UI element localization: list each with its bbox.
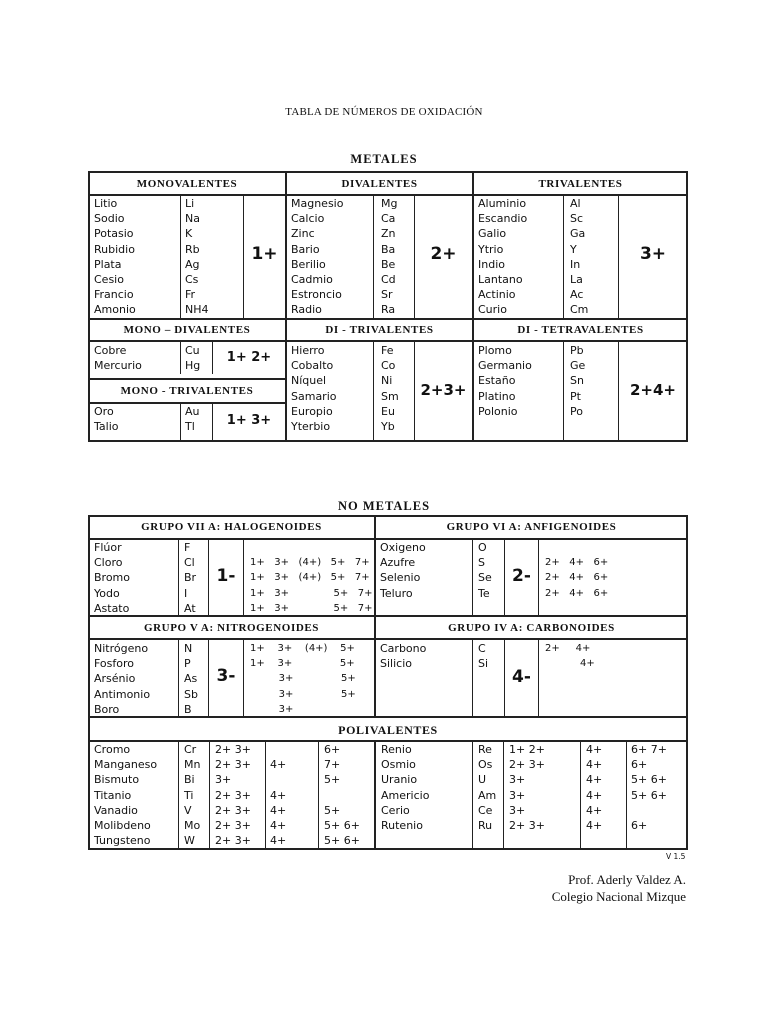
cell-text: Os xyxy=(478,758,493,772)
header-monovalentes: MONOVALENTES xyxy=(136,178,238,190)
cell-text: NH4 xyxy=(185,303,209,317)
cell-text: Am xyxy=(478,788,497,802)
cell-text: Ba xyxy=(381,242,396,256)
cell-text: 1+ 3+ 5+ 7+ xyxy=(250,602,373,614)
document-title: TABLA DE NÚMEROS DE OXIDACIÓN xyxy=(285,106,483,118)
cell-text: Rubidio xyxy=(94,242,135,256)
cell-text: Fe xyxy=(381,344,394,357)
cell-text: Estroncio xyxy=(291,288,342,302)
cell-text: 2+ 3+ xyxy=(509,758,545,772)
cell-text: Níquel xyxy=(291,374,327,388)
cell-text: Azufre xyxy=(380,556,416,570)
cell-text: B xyxy=(184,702,192,716)
cell-text: Selenio xyxy=(380,571,421,585)
cell-text: V xyxy=(184,803,192,817)
cell-text: Cd xyxy=(381,273,396,287)
cell-text: Talio xyxy=(94,420,119,434)
halogenoides-positive xyxy=(250,540,373,616)
cell-text xyxy=(324,788,360,803)
cell-text: Platino xyxy=(478,389,516,403)
cell-text: Silicio xyxy=(380,657,412,671)
cell-text: Au xyxy=(185,405,200,418)
cell-text: Tungsteno xyxy=(94,834,151,848)
cell-text: 2+ 4+ xyxy=(545,643,591,654)
cell-text: 3+ xyxy=(509,788,526,802)
cell-text: Astato xyxy=(94,601,130,615)
di-tetravalentes-symbols xyxy=(570,343,585,419)
cell-text: Escandio xyxy=(478,212,528,226)
cell-text: Sb xyxy=(184,687,198,701)
anfigenoides-names xyxy=(380,540,426,601)
header-divalentes: DIVALENTES xyxy=(341,178,418,190)
cell-text: Cr xyxy=(184,743,197,756)
version-label: V 1.5 xyxy=(666,852,686,861)
cell-text: Potasio xyxy=(94,227,134,241)
cell-text: Bi xyxy=(184,773,195,787)
cell-text: Be xyxy=(381,257,396,271)
cell-text: Berilio xyxy=(291,257,326,271)
cell-text: 4+ xyxy=(586,758,603,772)
cell-text: Lantano xyxy=(478,273,523,287)
cell-text: Yodo xyxy=(94,586,120,600)
cell-text: 6+ xyxy=(631,758,648,772)
cell-text: Flúor xyxy=(94,541,122,554)
cell-text: Francio xyxy=(94,288,134,302)
nitrogenoides-names xyxy=(94,641,150,717)
cell-text: Hg xyxy=(185,359,201,373)
cell-text: Bromo xyxy=(94,571,131,585)
cell-text: Rb xyxy=(185,242,200,256)
cell-text: Cloro xyxy=(94,556,123,570)
cell-text: Oxigeno xyxy=(380,541,426,554)
cell-text: Nitrógeno xyxy=(94,642,149,655)
divalentes-symbols xyxy=(381,196,397,318)
cell-text: Mn xyxy=(184,758,201,772)
cell-text: 4+ xyxy=(586,743,603,756)
cell-text: 2+ 3+ xyxy=(215,834,251,848)
ox-mono-trivalentes: 1+ 3+ xyxy=(226,413,272,428)
cell-text: Po xyxy=(570,404,583,418)
cell-text: Osmio xyxy=(381,758,416,772)
mono-trivalentes-names xyxy=(94,404,118,434)
neg-nitrogenoides: 3- xyxy=(216,666,236,686)
cell-text: 7+ xyxy=(324,758,341,772)
cell-text: Indio xyxy=(478,257,505,271)
header-nitrogenoides: GRUPO V A: NITROGENOIDES xyxy=(143,622,320,634)
cell-text: Sodio xyxy=(94,212,125,226)
carbonoides-names xyxy=(380,641,426,671)
cell-text: In xyxy=(570,257,581,271)
cell-text: N xyxy=(184,642,193,655)
anfigenoides-symbols xyxy=(478,540,492,601)
cell-text: Te xyxy=(478,586,490,600)
cell-text: 5+ 6+ xyxy=(631,773,667,787)
cell-text xyxy=(270,772,286,787)
cell-text: 2+ 3+ xyxy=(215,743,251,756)
neg-anfigenoides: 2- xyxy=(512,566,531,586)
cell-text: 4+ xyxy=(270,788,287,802)
cell-text: 2+ 4+ 6+ xyxy=(545,572,609,584)
di-trivalentes-symbols xyxy=(381,343,399,434)
cell-text: Galio xyxy=(478,227,507,241)
header-mono-trivalentes: MONO - TRIVALENTES xyxy=(120,385,254,397)
ox-monovalentes: 1+ xyxy=(251,244,278,264)
cell-text: 2+ 3+ xyxy=(509,819,545,833)
author-name: Prof. Aderly Valdez A. xyxy=(568,872,686,887)
cell-text: K xyxy=(185,227,193,241)
divalentes-names xyxy=(291,196,343,318)
cell-text: Renio xyxy=(381,743,412,756)
cell-text xyxy=(631,803,667,818)
cell-text: Y xyxy=(570,242,577,256)
cell-text: 4+ xyxy=(270,834,287,848)
cell-text: 4+ xyxy=(270,758,287,772)
cell-text: Antimonio xyxy=(94,687,151,701)
cell-text: Litio xyxy=(94,197,118,210)
cell-text: 3+ xyxy=(250,703,294,715)
cell-text: Zinc xyxy=(291,227,315,241)
cell-text: Ge xyxy=(570,359,586,373)
cell-text: Amonio xyxy=(94,303,136,317)
cell-text: Eu xyxy=(381,404,395,418)
cell-text: 4+ xyxy=(270,803,287,817)
cell-text: Sc xyxy=(570,212,584,226)
cell-text: Boro xyxy=(94,702,120,716)
header-mono-divalentes: MONO – DIVALENTES xyxy=(123,324,251,336)
cell-text: Cesio xyxy=(94,273,124,287)
polivalentes-right-names xyxy=(381,742,429,833)
cell-text: Manganeso xyxy=(94,758,158,772)
cell-text: 3+ xyxy=(509,773,526,787)
cell-text: Bismuto xyxy=(94,773,140,787)
cell-text: Ce xyxy=(478,803,493,817)
cell-text: Fosforo xyxy=(94,657,135,671)
cell-text: Ni xyxy=(381,374,393,388)
cell-text: P xyxy=(184,657,191,671)
cell-text: W xyxy=(184,834,195,848)
ox-trivalentes: 3+ xyxy=(639,244,667,264)
cell-text: Molibdeno xyxy=(94,819,151,833)
cell-text: Mo xyxy=(184,819,201,833)
cell-text: 4+ xyxy=(586,819,603,833)
cell-text: Re xyxy=(478,743,492,756)
cell-text xyxy=(250,540,373,555)
cell-text: Ti xyxy=(184,788,194,802)
cell-text: Americio xyxy=(381,788,430,802)
cell-text: 1+ 3+ 5+ 7+ xyxy=(250,587,373,599)
cell-text: 4+ xyxy=(586,773,603,787)
cell-text: 2+ 3+ xyxy=(215,819,251,833)
cell-text: Bario xyxy=(291,242,320,256)
cell-text: Plata xyxy=(94,257,122,271)
trivalentes-symbols xyxy=(570,196,588,318)
cell-text: U xyxy=(478,773,487,787)
cell-text: Cobre xyxy=(94,344,127,357)
cell-text: Aluminio xyxy=(478,197,527,210)
cell-text: 4+ xyxy=(586,803,603,817)
cell-text: 3+ xyxy=(215,773,232,787)
mono-trivalentes-symbols xyxy=(185,404,200,434)
cell-text: Magnesio xyxy=(291,197,344,210)
cell-text: S xyxy=(478,556,485,570)
cell-text: Yb xyxy=(381,420,395,434)
cell-text: Ag xyxy=(185,257,200,271)
cell-text: 2+ 3+ xyxy=(215,788,251,802)
cell-text: 1+ 3+ 5+ xyxy=(250,658,355,670)
cell-text: 1+ 3+ (4+) 5+ 7+ xyxy=(250,557,370,569)
cell-text: I xyxy=(184,586,188,600)
cell-text: Tl xyxy=(185,420,195,434)
cell-text: Fr xyxy=(185,288,196,302)
polivalentes-right-ox1 xyxy=(509,742,545,833)
cell-text: Rutenio xyxy=(381,819,423,833)
monovalentes-names xyxy=(94,196,136,318)
neg-carbonoides: 4- xyxy=(512,667,531,687)
cell-text: 6+ xyxy=(631,819,648,833)
cell-text: La xyxy=(570,273,583,287)
cell-text: 4+ xyxy=(545,658,595,670)
cell-text: 4+ xyxy=(270,819,287,833)
cell-text: F xyxy=(184,541,191,554)
cell-text: Actinio xyxy=(478,288,516,302)
cell-text: Uranio xyxy=(381,773,418,787)
cell-text: Sr xyxy=(381,288,393,302)
polivalentes-left-ox2 xyxy=(270,742,286,848)
cell-text: 1+ 3+ (4+) 5+ xyxy=(250,643,355,654)
neg-halogenoides: 1- xyxy=(216,566,236,586)
cell-text: Yterbio xyxy=(291,420,331,434)
school-name: Colegio Nacional Mizque xyxy=(551,889,686,904)
ox-mono-divalentes: 1+ 2+ xyxy=(226,350,272,365)
cell-text: 3+ 5+ xyxy=(250,688,356,700)
header-trivalentes: TRIVALENTES xyxy=(538,178,623,190)
cell-text: Ytrio xyxy=(478,242,504,256)
carbonoides-symbols xyxy=(478,641,488,671)
cell-text: Ac xyxy=(570,288,584,302)
header-polivalentes: POLIVALENTES xyxy=(338,723,438,737)
polivalentes-left-ox3 xyxy=(324,742,360,848)
cell-text: O xyxy=(478,541,487,554)
header-carbonoides: GRUPO IV A: CARBONOIDES xyxy=(448,622,615,634)
cell-text: 6+ 7+ xyxy=(631,743,667,756)
cell-text: Ca xyxy=(381,212,396,226)
cell-text: Sn xyxy=(570,374,584,388)
cell-text: Li xyxy=(185,197,195,210)
cell-text: Plomo xyxy=(478,344,512,357)
cell-text: Co xyxy=(381,359,396,373)
cell-text: 5+ 6+ xyxy=(324,819,360,833)
cell-text: Curio xyxy=(478,303,507,317)
cell-text xyxy=(270,742,286,757)
cell-text: 2+ 4+ 6+ xyxy=(545,557,609,569)
polivalentes-right-ox2 xyxy=(586,742,602,833)
cell-text: Europio xyxy=(291,404,333,418)
cell-text: Br xyxy=(184,571,197,585)
cell-text xyxy=(545,540,608,555)
metales-title: METALES xyxy=(350,152,418,166)
cell-text: Ru xyxy=(478,819,493,833)
polivalentes-right-ox3 xyxy=(631,742,667,833)
cell-text: Ra xyxy=(381,303,396,317)
cell-text: C xyxy=(478,642,486,655)
header-anfigenoides: GRUPO VI A: ANFIGENOIDES xyxy=(446,521,617,533)
polivalentes-left-ox1 xyxy=(215,742,251,848)
cell-text: Cs xyxy=(185,273,199,287)
polivalentes-right-symbols xyxy=(478,742,496,833)
cell-text: At xyxy=(184,601,196,615)
header-di-trivalentes: DI - TRIVALENTES xyxy=(325,324,434,336)
nitrogenoides-positive xyxy=(250,641,356,717)
cell-text: 3+ xyxy=(509,803,526,817)
cell-text: Arsénio xyxy=(94,672,136,686)
cell-text: Cobalto xyxy=(291,359,334,373)
polivalentes-left-symbols xyxy=(184,742,200,848)
header-di-tetravalentes: DI - TETRAVALENTES xyxy=(517,324,644,336)
cell-text: 5+ 6+ xyxy=(631,788,667,802)
mono-divalentes-names xyxy=(94,343,142,373)
cell-text: Teluro xyxy=(380,586,413,600)
cell-text: Hierro xyxy=(291,344,325,357)
halogenoides-names xyxy=(94,540,130,616)
ox-divalentes: 2+ xyxy=(430,244,457,264)
cell-text: 2+ 3+ xyxy=(215,803,251,817)
cell-text: Na xyxy=(185,212,200,226)
cell-text: Si xyxy=(478,657,489,671)
cell-text: Estaño xyxy=(478,374,516,388)
cell-text: Polonio xyxy=(478,404,518,418)
ox-di-tetravalentes: 2+4+ xyxy=(629,381,676,399)
cell-text: Al xyxy=(570,197,581,210)
di-trivalentes-names xyxy=(291,343,337,434)
di-tetravalentes-names xyxy=(478,343,532,419)
cell-text: 5+ xyxy=(324,803,341,817)
cell-text: Cromo xyxy=(94,743,131,756)
cell-text: Titanio xyxy=(94,788,132,802)
cell-text: Cl xyxy=(184,556,195,570)
carbonoides-positive xyxy=(545,641,595,671)
cell-text: 5+ 6+ xyxy=(324,834,360,848)
cell-text: Zn xyxy=(381,227,396,241)
anfigenoides-positive xyxy=(545,540,608,601)
ox-di-trivalentes: 2+3+ xyxy=(420,381,467,399)
cell-text: Mercurio xyxy=(94,359,142,373)
cell-text: Cerio xyxy=(381,803,410,817)
cell-text: Vanadio xyxy=(94,803,138,817)
cell-text: As xyxy=(184,672,198,686)
cell-text: Samario xyxy=(291,389,337,403)
cell-text: 1+ 2+ xyxy=(509,743,545,756)
cell-text: Sm xyxy=(381,389,399,403)
cell-text: Mg xyxy=(381,197,398,210)
cell-text: 2+ 4+ 6+ xyxy=(545,587,609,599)
cell-text: Oro xyxy=(94,405,114,418)
cell-text: Pt xyxy=(570,389,581,403)
cell-text: 4+ xyxy=(586,788,603,802)
cell-text: Calcio xyxy=(291,212,325,226)
cell-text: Ga xyxy=(570,227,586,241)
cell-text: Radio xyxy=(291,303,322,317)
cell-text: 5+ xyxy=(324,773,341,787)
cell-text: 2+ 3+ xyxy=(215,758,251,772)
monovalentes-symbols xyxy=(185,196,209,318)
mono-divalentes-symbols xyxy=(185,343,200,373)
cell-text: Cadmio xyxy=(291,273,333,287)
trivalentes-names xyxy=(478,196,527,318)
cell-text: Germanio xyxy=(478,359,532,373)
cell-text: Se xyxy=(478,571,492,585)
cell-text: Cu xyxy=(185,344,200,357)
nitrogenoides-symbols xyxy=(184,641,198,717)
polivalentes-left-names xyxy=(94,742,157,848)
no-metales-title: NO METALES xyxy=(337,499,431,513)
cell-text: Cm xyxy=(570,303,589,317)
cell-text: 1+ 3+ (4+) 5+ 7+ xyxy=(250,572,370,584)
cell-text: 6+ xyxy=(324,743,341,756)
cell-text: 3+ 5+ xyxy=(250,673,356,685)
halogenoides-symbols xyxy=(184,540,196,616)
header-halogenoides: GRUPO VII A: HALOGENOIDES xyxy=(141,521,322,533)
cell-text: Carbono xyxy=(380,642,427,655)
cell-text: Pb xyxy=(570,344,584,357)
